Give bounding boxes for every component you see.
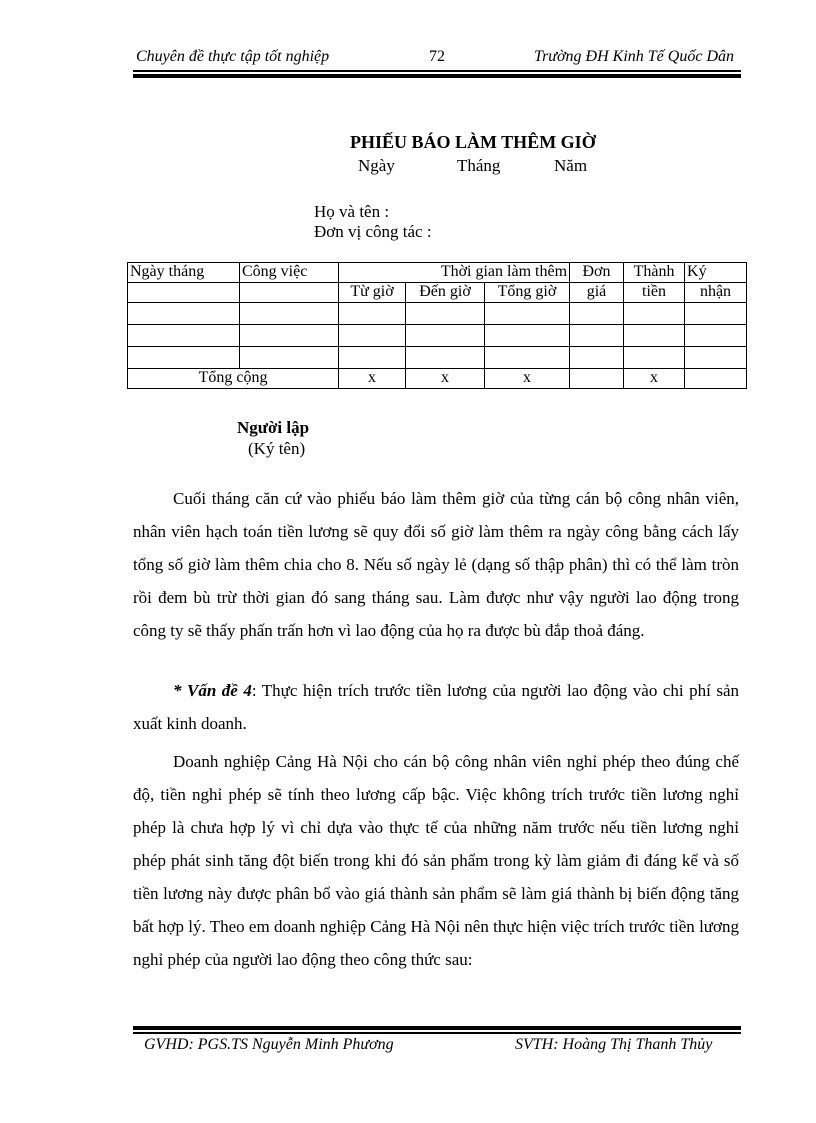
header-rule-thick xyxy=(133,74,741,78)
table-total-row xyxy=(128,369,747,389)
subheader-amount: tiền xyxy=(624,283,685,303)
table-header-row xyxy=(128,263,747,283)
table-subheader-row xyxy=(128,283,747,303)
subheader-to: Đến giờ xyxy=(406,283,485,303)
footer-student: SVTH: Hoàng Thị Thanh Thủy xyxy=(515,1036,713,1053)
footer-rule-thick xyxy=(133,1026,741,1030)
header-date: Ngày tháng xyxy=(128,263,240,283)
total-to: x xyxy=(406,369,485,389)
subheader-from: Từ giờ xyxy=(339,283,406,303)
footer-rule-thin xyxy=(133,1032,741,1034)
page-number: 72 xyxy=(429,48,445,65)
issue-text: : Thực hiện trích trước tiền lương của người lao động vào chi phí sản xuất kinh doanh. xyxy=(133,681,739,733)
header-sign: Ký xyxy=(685,263,747,283)
page-header xyxy=(133,48,738,70)
total-label: Tổng cộng xyxy=(128,369,339,389)
form-date-month: Tháng xyxy=(457,156,501,175)
signer-sub: (Ký tên) xyxy=(248,439,306,458)
header-course-title: Chuyên đề thực tập tốt nghiệp xyxy=(136,48,330,65)
header-amount: Thành xyxy=(624,263,685,283)
form-date-day: Ngày xyxy=(358,156,395,175)
table-row xyxy=(128,325,747,347)
header-overtime: Thời gian làm thêm xyxy=(339,263,570,283)
total-from: x xyxy=(339,369,406,389)
subheader-total: Tổng giờ xyxy=(485,283,570,303)
form-title: PHIẾU BÁO LÀM THÊM GIỜ xyxy=(350,132,596,152)
table-row xyxy=(128,303,747,325)
unit-field-label: Đơn vị công tác : xyxy=(314,222,432,241)
header-rule-thin xyxy=(133,70,741,72)
total-amount: x xyxy=(624,369,685,389)
footer-advisor: GVHD: PGS.TS Nguyễn Minh Phương xyxy=(144,1036,394,1053)
total-hours: x xyxy=(485,369,570,389)
subheader-unit-price: giá xyxy=(570,283,624,303)
overtime-table xyxy=(127,262,747,389)
paragraph-3: Doanh nghiệp Cảng Hà Nội cho cán bộ công nhân viên nghỉ phép theo đúng chế độ, tiền nghỉ phép sẽ tính theo lương cấp bậc. Việc không trích trước tiền lương nghỉ phép là chưa hợp lý vì chỉ dựa vào thực tế của những năm trước nếu tiền lương nghỉ phép phát sinh tăng đột biến trong khi đó sản phẩm trong kỳ làm giảm đi đáng kể và số tiền lương này được phân bổ vào giá thành sản phẩm sẽ làm giá thành bị biến động tăng bất hợp lý. Theo em doanh nghiệp Cảng Hà Nội nên thực hiện việc trích trước tiền lương nghỉ phép của người lao động theo công thức sau: xyxy=(133,752,739,969)
form-date-year: Năm xyxy=(554,156,588,175)
signer-title: Người lập xyxy=(237,418,310,437)
name-field-label: Họ và tên : xyxy=(314,202,390,221)
paragraph-2 xyxy=(133,674,739,740)
issue-label: * Vấn đề 4 xyxy=(173,681,252,700)
subheader-sign: nhận xyxy=(685,283,747,303)
table-row xyxy=(128,347,747,369)
header-university: Trường ĐH Kinh Tế Quốc Dân xyxy=(534,48,734,65)
header-unit-price: Đơn xyxy=(570,263,624,283)
header-work: Công việc xyxy=(240,263,339,283)
paragraph-1: Cuối tháng căn cứ vào phiếu báo làm thêm giờ của từng cán bộ công nhân viên, nhân viên hạch toán tiền lương sẽ quy đổi số giờ làm thêm ra ngày công bằng cách lấy tổng số giờ làm thêm chia cho 8. Nếu số ngày lẻ (dạng số thập phân) thì có thể làm tròn rồi đem bù trừ thời gian đó sang tháng sau. Làm được như vậy người lao động trong công ty sẽ thấy phấn trấn hơn vì lao động của họ ra được bù đắp thoả đáng. xyxy=(133,489,739,640)
